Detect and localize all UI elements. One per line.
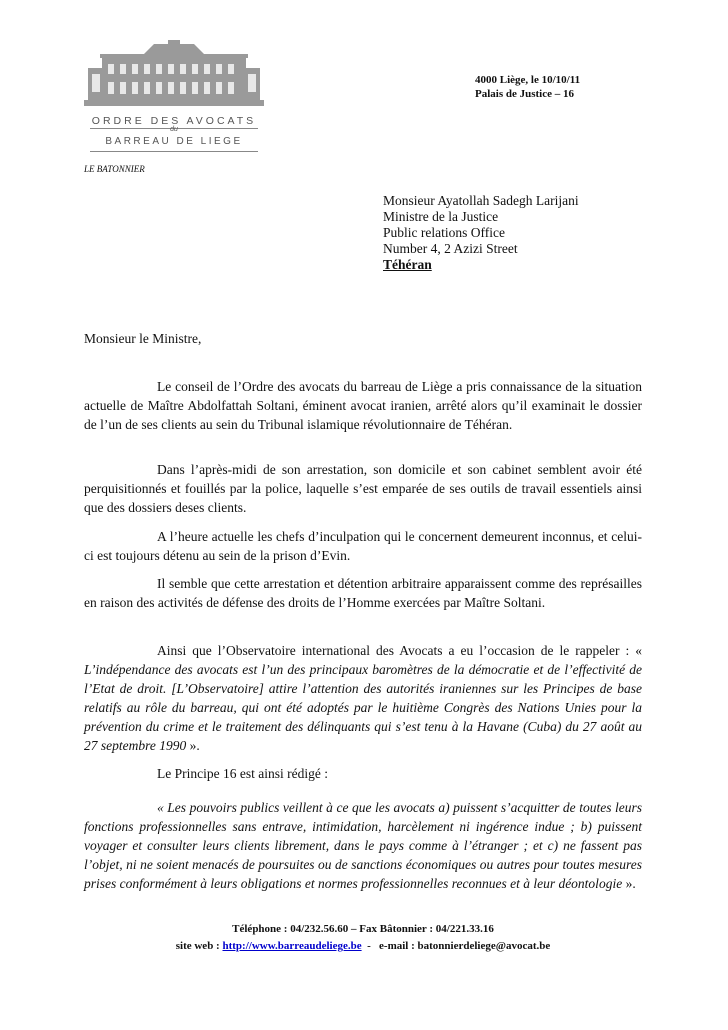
place-date: 4000 Liège, le 10/10/11 — [475, 74, 581, 86]
footer-separator: - — [361, 940, 380, 952]
paragraph-6 — [84, 764, 642, 783]
recipient-address — [383, 193, 579, 273]
paragraph-2-text: Dans l’après-midi de son arrestation, son domicile et son cabinet semblent avoir été perquisitionnés et fouillés par la police, laquelle s’est emparée de ses outils de travail essentiels ainsi que des dossiers deses clients. — [84, 462, 642, 515]
recipient-office: Public relations Office — [383, 225, 505, 240]
recipient-street: Number 4, 2 Azizi Street — [383, 241, 518, 256]
footer-email: e-mail : batonnierdeliege@avocat.be — [379, 940, 551, 952]
palais-building-icon — [84, 38, 264, 110]
paragraph-5 — [84, 641, 642, 755]
paragraph-1-text: Le conseil de l’Ordre des avocats du barreau de Liège a pris connaissance de la situation actuelle de Maître Abdolfattah Soltani, éminent avocat iranien, arrêté alors qu’il examinait le dossier de l’un de ses clients au sein du Tribunal islamique révolutionnaire de Téhéran. — [84, 379, 642, 432]
bar-association-logo — [84, 38, 264, 160]
recipient-city: Téhéran — [383, 257, 432, 272]
principle-16-quote: Les pouvoirs publics veillent à ce que les avocats a) puissent s’acquitter de toutes leurs fonctions professionnelles sans entrave, intimidation, harcèlement ni ingérence indue ; b) puissent voyager et consulter leurs clients librement, dans le pays comme à l’étranger ; et c) ne fassent pas l’objet, ni ne soient menacés de poursuites ou de sanctions économiques ou autres pour toutes mesures prises conformément à leurs obligations et normes professionnelles reconnues et à leur déontologie — [84, 800, 643, 891]
salutation: Monsieur le Ministre, — [84, 331, 202, 346]
recipient-name: Monsieur Ayatollah Sadegh Larijani — [383, 193, 579, 208]
paragraph-2 — [84, 460, 642, 517]
paragraph-7 — [84, 798, 642, 893]
footer-web-label: site web : — [175, 940, 223, 952]
paragraph-1 — [84, 377, 642, 434]
paragraph-3 — [84, 527, 642, 565]
logo-divider — [90, 151, 258, 152]
palais-address: Palais de Justice – 16 — [475, 88, 574, 100]
logo-line-2: du — [170, 126, 178, 133]
website-link[interactable]: http://www.barreaudeliege.be — [222, 940, 362, 952]
paragraph-6-text: Le Principe 16 est ainsi rédigé : — [157, 766, 328, 781]
paragraph-3-text: A l’heure actuelle les chefs d’inculpation qui le concernent demeurent inconnus, et celui-ci est toujours détenu au sein de la prison d’Evin. — [84, 529, 642, 563]
footer-phone: Téléphone : 04/232.56.60 – Fax Bâtonnier : 04/221.33.16 — [232, 923, 494, 935]
paragraph-7-end: ». — [622, 876, 636, 891]
recipient-title: Ministre de la Justice — [383, 209, 499, 224]
logo-line-3: BARREAU DE LIEGE — [105, 136, 243, 147]
observatoire-quote: L’indépendance des avocats est l’un des principaux baromètres de la démocratie et de l’effectivité de l’Etat de droit. [L’Observatoire] attire l’attention des autorités iraniennes sur les Principes de base relatifs au rôle du barreau, qui ont été adoptés par le huitième Congrès des Nations Unies pour la prévention du crime et le traitement des délinquants qui s’est tenu à la Havane (Cuba) du 27 août au 27 septembre 1990 — [84, 662, 642, 753]
paragraph-5-intro: Ainsi que l’Observatoire international des Avocats a eu l’occasion de le rappeler : « — [157, 643, 642, 658]
le-batonnier-label: LE BATONNIER — [84, 164, 145, 174]
footer-contact — [84, 940, 642, 952]
logo-line-1: ORDRE DES AVOCATS — [91, 115, 257, 127]
place-date-block — [475, 73, 580, 101]
paragraph-4 — [84, 574, 642, 612]
paragraph-4-text: Il semble que cette arrestation et détention arbitraire apparaissent comme des représailles en raison des activités de défense des droits de l’Homme exercées par Maître Soltani. — [84, 576, 642, 610]
paragraph-5-end: ». — [186, 738, 200, 753]
principle-16-open: « — [157, 800, 168, 815]
